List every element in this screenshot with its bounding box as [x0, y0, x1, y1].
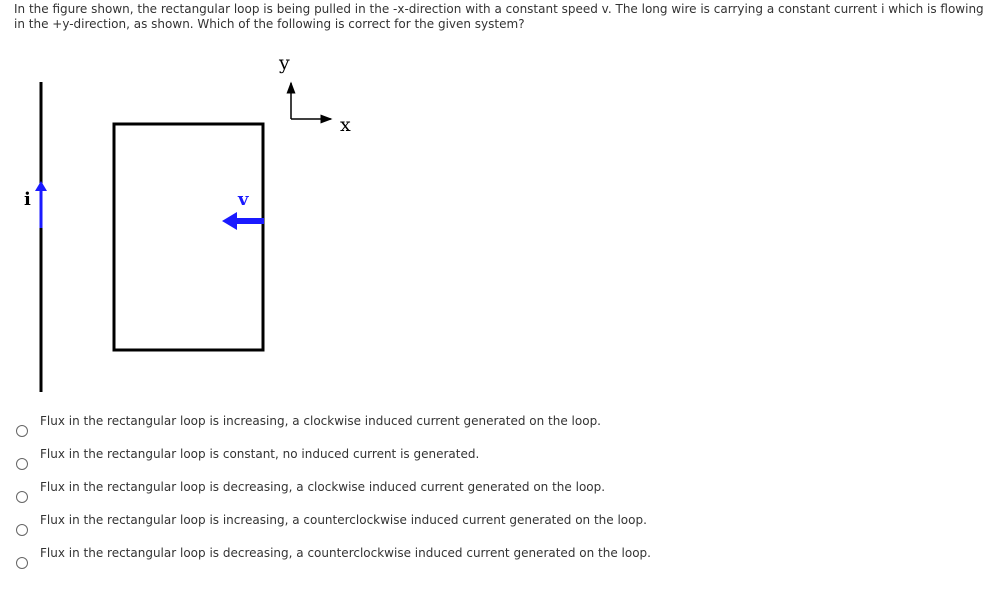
question-text: In the figure shown, the rectangular loop is being pulled in the -x-direction with a constant speed v. The long wire is carrying a constant current i which is flowing in the +y-direction, as shown. Which of the following is correct for the given system?	[14, 2, 984, 31]
option-label: Flux in the rectangular loop is decreasing, a counterclockwise induced current generated on the loop.	[40, 546, 651, 560]
velocity-label: v	[238, 189, 249, 210]
option-2[interactable]	[0, 445, 998, 478]
current-arrow	[35, 181, 47, 228]
option-3[interactable]	[0, 478, 998, 511]
current-label: i	[24, 189, 31, 210]
x-axis-label: x	[340, 114, 351, 136]
option-1[interactable]	[0, 412, 998, 445]
option-label: Flux in the rectangular loop is decreasing, a clockwise induced current generated on the loop.	[40, 480, 606, 494]
option-label: Flux in the rectangular loop is constant, no induced current is generated.	[40, 447, 480, 461]
radio-button[interactable]	[16, 458, 28, 470]
coordinate-axes	[278, 52, 351, 136]
velocity-arrow	[222, 212, 264, 230]
option-5[interactable]	[0, 544, 998, 577]
radio-button[interactable]	[16, 524, 28, 536]
option-4[interactable]	[0, 511, 998, 544]
option-label: Flux in the rectangular loop is increasing, a clockwise induced current generated on the loop.	[40, 414, 601, 428]
radio-button[interactable]	[16, 425, 28, 437]
radio-button[interactable]	[16, 557, 28, 569]
radio-button[interactable]	[16, 491, 28, 503]
rectangular-loop	[114, 124, 263, 350]
option-label: Flux in the rectangular loop is increasing, a counterclockwise induced current generated on the loop.	[40, 513, 647, 527]
y-axis-label: y	[279, 52, 290, 74]
